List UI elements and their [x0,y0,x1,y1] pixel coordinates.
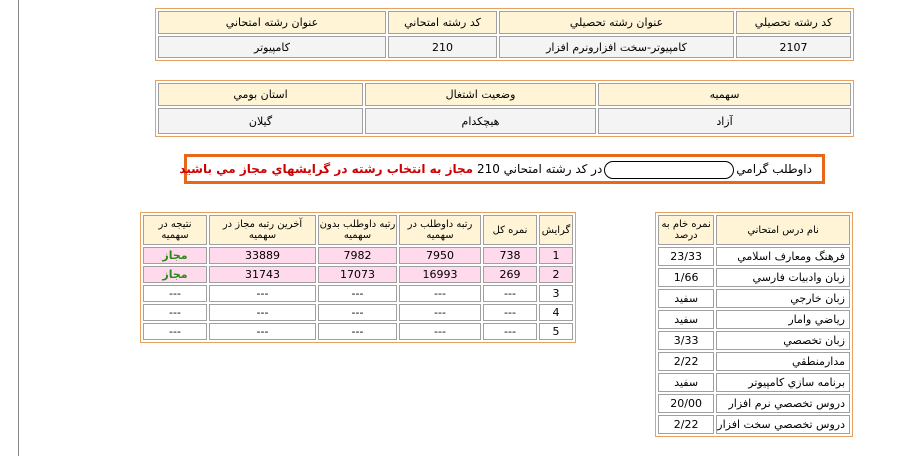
table-row [658,331,850,350]
table-row [143,266,573,283]
orientation-cell: 1 [539,247,573,264]
last-allowed-rank-cell: 31743 [209,266,316,283]
orientation-cell: 2 [539,266,573,283]
raw-percent-cell: سفيد [658,289,714,308]
orientation-cell: 4 [539,304,573,321]
header-employment-status: وضعيت اشتغال [365,83,596,106]
table-row [658,310,850,329]
raw-score-table [655,212,853,437]
table-row [658,415,850,434]
result-cell: مجاز [143,266,207,283]
rank-quota-cell: --- [399,304,481,321]
table-row [143,323,573,340]
notice-greeting: داوطلب گرامي [736,162,812,176]
last-allowed-rank-cell: --- [209,304,316,321]
header-exam-field-code: کد رشته امتحاني [388,11,497,34]
candidate-name-field [604,161,734,179]
header-last-allowed-rank: آخرين رتبه مجاز در سهميه [209,215,316,245]
page-left-border [18,0,19,456]
rank-table [140,212,576,343]
table-row [658,247,850,266]
raw-percent-cell: سفيد [658,373,714,392]
header-total-score: نمره کل [483,215,537,245]
rank-no-quota-cell: --- [318,285,397,302]
header-rank-no-quota: رتبه داوطلب بدون سهميه [318,215,397,245]
header-exam-field-title: عنوان رشته امتحاني [158,11,386,34]
last-allowed-rank-cell: 33889 [209,247,316,264]
header-study-field-title: عنوان رشته تحصيلي [499,11,734,34]
exam-field-title: کامپيوتر [158,36,386,58]
course-name-cell: زبان وادبيات فارسي [716,268,850,287]
result-cell: --- [143,285,207,302]
total-score-cell: --- [483,323,537,340]
candidate-info-table [155,80,854,137]
header-orientation: گرايش [539,215,573,245]
table-row [658,352,850,371]
raw-percent-cell: 2/22 [658,352,714,371]
total-score-cell: 269 [483,266,537,283]
result-cell: --- [143,323,207,340]
raw-percent-cell: 1/66 [658,268,714,287]
rank-quota-cell: 16993 [399,266,481,283]
table-row [658,268,850,287]
quota: آزاد [598,108,851,134]
last-allowed-rank-cell: --- [209,323,316,340]
raw-percent-cell: سفيد [658,310,714,329]
rank-no-quota-cell: --- [318,304,397,321]
course-name-cell: فرهنگ ومعارف اسلامي [716,247,850,266]
course-name-cell: دروس تخصصي نرم افزار [716,394,850,413]
home-province: گيلان [158,108,363,134]
header-result: نتيجه در سهميه [143,215,207,245]
total-score-cell: --- [483,304,537,321]
exam-field-code: 210 [388,36,497,58]
course-name-cell: برنامه سازي کامپيوتر [716,373,850,392]
table-row [658,289,850,308]
field-info-table [155,8,854,61]
result-cell: --- [143,304,207,321]
header-course-name: نام درس امتحاني [716,215,850,245]
orientation-cell: 5 [539,323,573,340]
table-row [143,285,573,302]
rank-quota-cell: --- [399,323,481,340]
study-field-title: کامپيوتر-سخت افزارونرم افزار [499,36,734,58]
course-name-cell: دروس تخصصي سخت افزار [716,415,850,434]
course-name-cell: مدارمنطقي [716,352,850,371]
table-row [143,247,573,264]
raw-percent-cell: 3/33 [658,331,714,350]
employment-status: هيچکدام [365,108,596,134]
rank-no-quota-cell: --- [318,323,397,340]
rank-no-quota-cell: 17073 [318,266,397,283]
study-field-code: 2107 [736,36,851,58]
course-name-cell: زبان تخصصي [716,331,850,350]
notice-allowed-text: مجاز به انتخاب رشته در گرايشهاي مجاز مي باشيد [179,162,474,176]
course-name-cell: زبان خارجي [716,289,850,308]
course-name-cell: رياضي وامار [716,310,850,329]
table-row [143,304,573,321]
header-quota: سهميه [598,83,851,106]
rank-no-quota-cell: 7982 [318,247,397,264]
rank-quota-cell: --- [399,285,481,302]
result-cell: مجاز [143,247,207,264]
header-home-province: استان بومي [158,83,363,106]
table-row [658,373,850,392]
rank-quota-cell: 7950 [399,247,481,264]
header-study-field-code: کد رشته تحصيلي [736,11,851,34]
notice-field-code: در کد رشته امتحاني 210 [476,162,603,176]
header-rank-quota: رتبه داوطلب در سهميه [399,215,481,245]
total-score-cell: --- [483,285,537,302]
total-score-cell: 738 [483,247,537,264]
result-notice [179,154,825,184]
raw-percent-cell: 2/22 [658,415,714,434]
orientation-cell: 3 [539,285,573,302]
header-raw-percent: نمره خام به درصد [658,215,714,245]
raw-percent-cell: 20/00 [658,394,714,413]
raw-percent-cell: 23/33 [658,247,714,266]
table-row [658,394,850,413]
last-allowed-rank-cell: --- [209,285,316,302]
